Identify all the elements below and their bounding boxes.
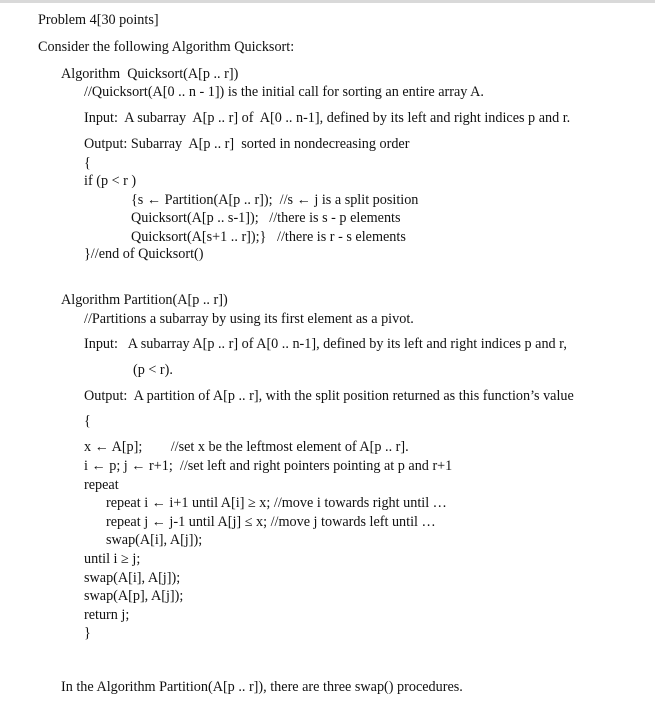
partition-set-pivot: x ← A[p]; //set x be the leftmost element of A[p .. r].	[84, 439, 409, 455]
quicksort-if-line: if (p < r )	[84, 173, 137, 189]
partition-set-pointers: i ← p; j ← r+1; //set left and right pointers pointing at p and r+1	[84, 458, 453, 474]
problem-title: Problem 4[30 points]	[38, 12, 159, 28]
quicksort-partition-call: {s ← Partition(A[p .. r]); //s ← j is a split position	[131, 192, 419, 208]
partition-open-brace: {	[84, 413, 91, 429]
partition-close-brace: }	[84, 625, 91, 641]
quicksort-end: }//end of Quicksort()	[84, 246, 204, 262]
quicksort-header: Algorithm Quicksort(A[p .. r])	[61, 66, 239, 82]
partition-swap-1: swap(A[i], A[j]);	[84, 570, 181, 586]
quicksort-open-brace: {	[84, 155, 91, 171]
partition-repeat: repeat	[84, 477, 119, 493]
quicksort-initial-call-comment: //Quicksort(A[0 .. n - 1]) is the initial call for sorting an entire array A.	[84, 84, 484, 100]
quicksort-recursive-right: Quicksort(A[s+1 .. r]);} //there is r - s elements	[131, 229, 406, 245]
partition-swap-inner: swap(A[i], A[j]);	[106, 532, 203, 548]
intro-text: Consider the following Algorithm Quicksort:	[38, 39, 295, 55]
partition-until: until i ≥ j;	[84, 551, 141, 567]
partition-input-line-2: (p < r).	[133, 362, 173, 378]
partition-input-line-1: Input: A subarray A[p .. r] of A[0 .. n-1], defined by its left and right indices p and r,	[84, 336, 567, 352]
quicksort-output: Output: Subarray A[p .. r] sorted in nondecreasing order	[84, 136, 410, 152]
partition-header: Algorithm Partition(A[p .. r])	[61, 292, 228, 308]
partition-swap-2: swap(A[p], A[j]);	[84, 588, 184, 604]
partition-return: return j;	[84, 607, 130, 623]
footer-text: In the Algorithm Partition(A[p .. r]), there are three swap() procedures.	[61, 679, 463, 695]
partition-repeat-i: repeat i ← i+1 until A[i] ≥ x; //move i towards right until …	[106, 495, 447, 511]
partition-repeat-j: repeat j ← j-1 until A[j] ≤ x; //move j towards left until …	[106, 514, 436, 530]
partition-comment: //Partitions a subarray by using its first element as a pivot.	[84, 311, 414, 327]
quicksort-recursive-left: Quicksort(A[p .. s-1]); //there is s - p elements	[131, 210, 401, 226]
quicksort-input: Input: A subarray A[p .. r] of A[0 .. n-1], defined by its left and right indices p and r.	[84, 110, 571, 126]
partition-output: Output: A partition of A[p .. r], with the split position returned as this function’s value	[84, 388, 574, 404]
top-border	[0, 0, 655, 3]
